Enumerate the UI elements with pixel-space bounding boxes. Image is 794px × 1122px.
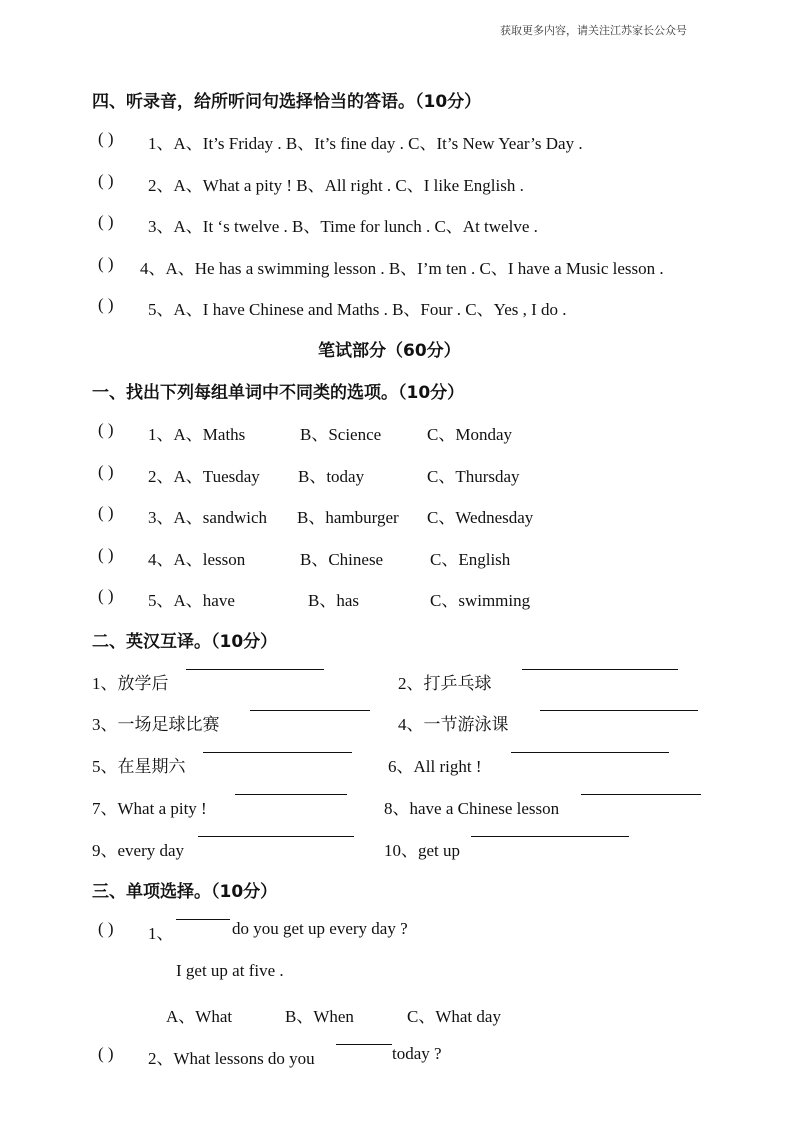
- options-row: [0, 1002, 794, 1026]
- option-c: C、English: [430, 550, 511, 569]
- question-text: 1、A、It’s Friday . B、It’s fine day . C、It’s New Year’s Day .: [148, 134, 583, 153]
- option-c: C、Thursday: [427, 467, 520, 486]
- answer-blank[interactable]: [581, 794, 701, 795]
- answer-paren[interactable]: ( ): [98, 129, 114, 148]
- option-a: 1、A、Maths: [148, 425, 246, 444]
- table-row: [0, 836, 794, 860]
- answer-blank[interactable]: [186, 669, 324, 670]
- table-row: [0, 503, 794, 527]
- answer-paren[interactable]: ( ): [98, 503, 114, 522]
- list-item: [0, 295, 794, 319]
- list-item: [0, 1044, 794, 1068]
- answer-blank[interactable]: [198, 836, 354, 837]
- question-text: do you get up every day ?: [232, 919, 408, 938]
- answer-paren[interactable]: ( ): [98, 586, 114, 605]
- list-item: [0, 254, 794, 278]
- option-b: B、hamburger: [297, 508, 399, 527]
- table-row: [0, 752, 794, 776]
- question-text: 2、What lessons do you: [148, 1049, 315, 1068]
- option-b: B、today: [298, 467, 365, 486]
- translate-prompt: 7、What a pity !: [92, 799, 207, 818]
- answer-blank[interactable]: [336, 1044, 392, 1045]
- option-a: 2、A、Tuesday: [148, 467, 260, 486]
- option-b: B、When: [285, 1007, 354, 1026]
- option-a: 5、A、have: [148, 591, 235, 610]
- question-text: 3、A、It ‘s twelve . B、Time for lunch . C、At twelve .: [148, 217, 538, 236]
- list-item: [0, 129, 794, 153]
- option-b: B、Science: [300, 425, 382, 444]
- answer-paren[interactable]: ( ): [98, 212, 114, 231]
- question-text: 2、A、What a pity ! B、All right . C、I like English .: [148, 176, 524, 195]
- answer-blank[interactable]: [511, 752, 669, 753]
- answer-blank[interactable]: [235, 794, 347, 795]
- option-c: C、What day: [407, 1007, 501, 1026]
- section4-title: 四、听录音，给所听问句选择恰当的答语。（10分）: [92, 92, 482, 112]
- option-b: B、has: [308, 591, 359, 610]
- answer-sentence: [0, 961, 794, 985]
- answer-line: I get up at five .: [176, 961, 284, 980]
- table-row: [0, 545, 794, 569]
- answer-paren[interactable]: ( ): [98, 171, 114, 190]
- table-row: [0, 462, 794, 486]
- section1-title: 一、找出下列每组单词中不同类的选项。（10分）: [92, 383, 465, 403]
- written-part-title: 笔试部分（60分）: [318, 341, 461, 361]
- answer-paren[interactable]: ( ): [98, 919, 114, 938]
- answer-paren[interactable]: ( ): [98, 1044, 114, 1063]
- section2-title: 二、英汉互译。（10分）: [92, 632, 278, 652]
- translate-prompt: 10、get up: [384, 841, 461, 860]
- list-item: [0, 212, 794, 236]
- answer-blank[interactable]: [471, 836, 629, 837]
- table-row: [0, 669, 794, 693]
- translate-prompt: 2、打乒乓球: [398, 674, 492, 693]
- question-number: 1、: [148, 924, 174, 943]
- option-c: C、Wednesday: [427, 508, 534, 527]
- option-a: 4、A、lesson: [148, 550, 246, 569]
- translate-prompt: 5、在星期六: [92, 757, 186, 776]
- table-row: [0, 420, 794, 444]
- answer-blank[interactable]: [522, 669, 678, 670]
- option-a: A、What: [166, 1007, 233, 1026]
- table-row: [0, 586, 794, 610]
- answer-paren[interactable]: ( ): [98, 295, 114, 314]
- option-a: 3、A、sandwich: [148, 508, 267, 527]
- option-c: C、Monday: [427, 425, 512, 444]
- table-row: [0, 710, 794, 734]
- list-item: [0, 919, 794, 943]
- question-text: 4、A、He has a swimming lesson . B、I’m ten . C、I have a Music lesson .: [140, 259, 664, 278]
- translate-prompt: 9、every day: [92, 841, 185, 860]
- question-text: today ?: [392, 1044, 442, 1063]
- answer-blank[interactable]: [203, 752, 352, 753]
- translate-prompt: 1、放学后: [92, 674, 169, 693]
- answer-paren[interactable]: ( ): [98, 462, 114, 481]
- question-text: 5、A、I have Chinese and Maths . B、Four . C、Yes , I do .: [148, 300, 567, 319]
- answer-blank[interactable]: [540, 710, 698, 711]
- translate-prompt: 3、一场足球比赛: [92, 715, 220, 734]
- answer-paren[interactable]: ( ): [98, 254, 114, 273]
- translate-prompt: 6、All right !: [388, 757, 482, 776]
- translate-prompt: 4、一节游泳课: [398, 715, 509, 734]
- answer-blank[interactable]: [250, 710, 370, 711]
- answer-blank[interactable]: [176, 919, 230, 920]
- header-note: 获取更多内容，请关注江苏家长公众号: [500, 24, 687, 37]
- answer-paren[interactable]: ( ): [98, 420, 114, 439]
- list-item: [0, 171, 794, 195]
- table-row: [0, 794, 794, 818]
- translate-prompt: 8、have a Chinese lesson: [384, 799, 560, 818]
- section3-title: 三、单项选择。（10分）: [92, 882, 278, 902]
- option-b: B、Chinese: [300, 550, 384, 569]
- answer-paren[interactable]: ( ): [98, 545, 114, 564]
- option-c: C、swimming: [430, 591, 531, 610]
